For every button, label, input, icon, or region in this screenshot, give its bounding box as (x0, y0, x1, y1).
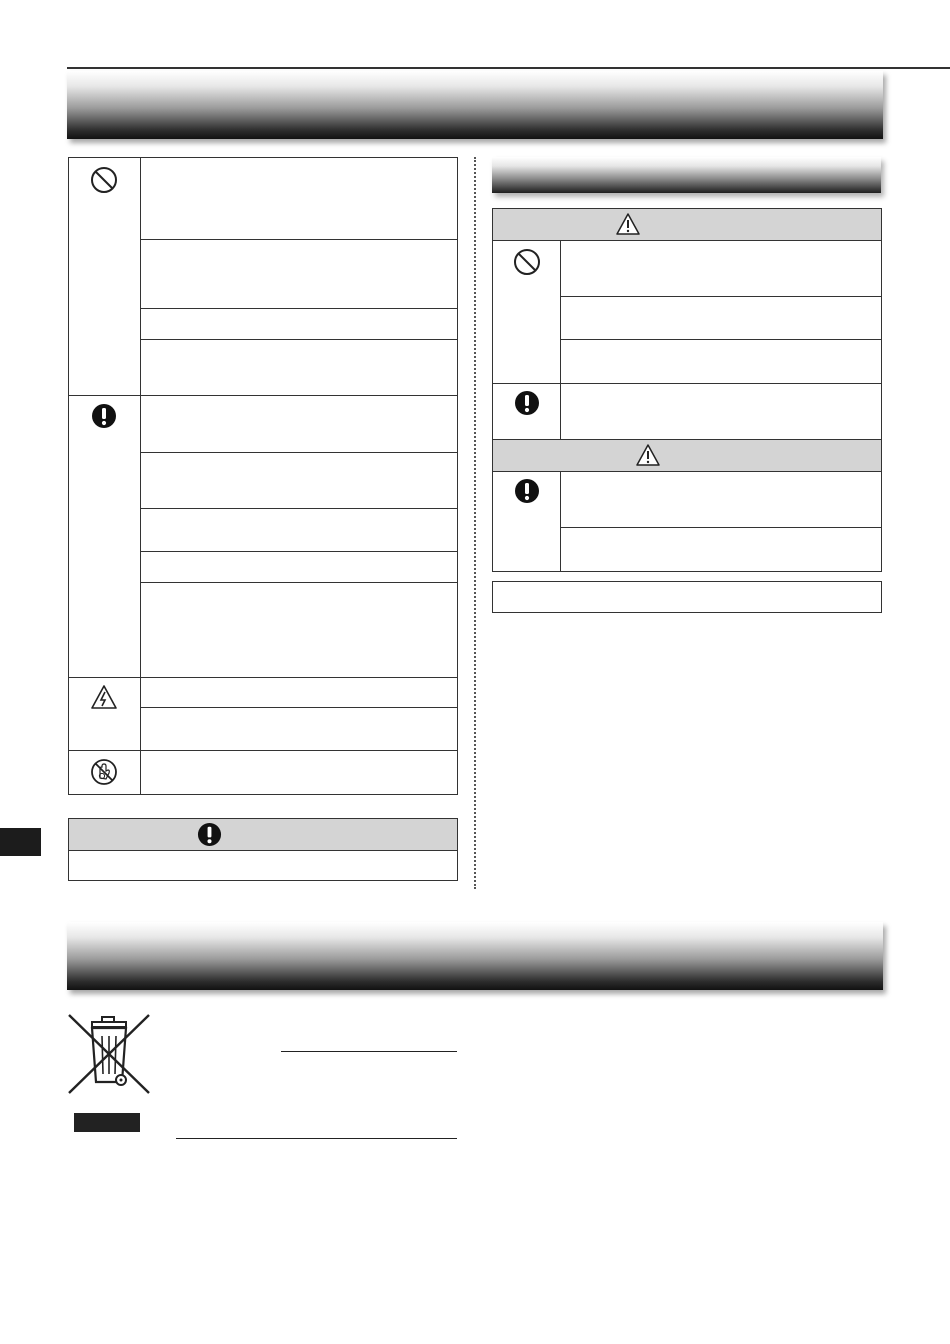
section-banner-top (67, 71, 883, 139)
left-table-row-separator (140, 582, 458, 583)
section-banner-bottom (67, 922, 883, 990)
disposal-marking-bar (74, 1113, 140, 1132)
caution-table (492, 471, 882, 572)
left-table-group-separator (68, 395, 458, 396)
left-table-row-separator (140, 308, 458, 309)
left-table-row-separator (140, 508, 458, 509)
caution-table-icon-column-divider (560, 471, 561, 572)
no-wet-hands-icon (90, 758, 118, 786)
prohibition-icon (90, 166, 118, 194)
note-box (492, 581, 882, 613)
mandatory-exclamation-icon (91, 403, 117, 429)
disposal-underline (281, 1051, 457, 1052)
prohibition-icon (513, 248, 541, 276)
language-side-tab (0, 828, 41, 856)
disposal-underline (176, 1138, 457, 1139)
left-table-group-separator (68, 677, 458, 678)
left-table-row-separator (140, 452, 458, 453)
caution-content-row (68, 850, 458, 881)
caution-header-bar (492, 439, 882, 472)
mandatory-exclamation-icon (197, 822, 222, 847)
warning-table-group-separator (492, 383, 882, 384)
warning-triangle-icon (635, 443, 661, 467)
left-table-row-separator (140, 339, 458, 340)
caution-table-row-separator (560, 527, 882, 528)
crossed-out-wheelie-bin-icon (66, 1012, 152, 1096)
warning-table-icon-column-divider (560, 240, 561, 440)
left-table-row-separator (140, 239, 458, 240)
mandatory-exclamation-icon (514, 390, 540, 416)
left-table-icon-column-divider (140, 157, 141, 795)
sub-section-banner (492, 157, 881, 193)
top-rule (67, 67, 950, 69)
mandatory-exclamation-icon (514, 478, 540, 504)
caution-header-bar (68, 818, 458, 851)
warning-table-row-separator (560, 296, 882, 297)
left-table-group-separator (68, 750, 458, 751)
electric-shock-icon (90, 684, 118, 710)
column-divider (474, 157, 476, 889)
warning-header-bar (492, 208, 882, 241)
warning-triangle-icon (615, 212, 641, 236)
warning-table (492, 240, 882, 440)
left-table-row-separator (140, 707, 458, 708)
left-precaution-table (68, 157, 458, 795)
warning-table-row-separator (560, 339, 882, 340)
left-table-row-separator (140, 551, 458, 552)
